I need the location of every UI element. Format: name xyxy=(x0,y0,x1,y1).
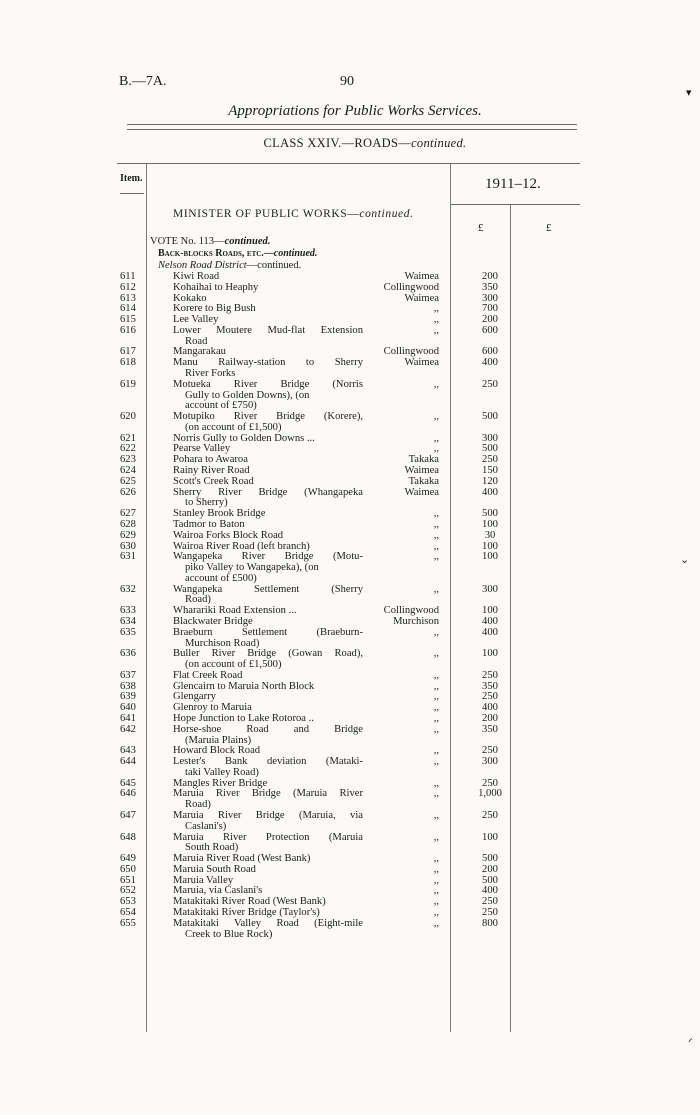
title-rule xyxy=(127,124,577,125)
county-name: ,, xyxy=(433,508,439,520)
description-line: Blackwater Bridge xyxy=(173,615,253,627)
amount-value: 250 xyxy=(482,896,498,908)
county-name: ,, xyxy=(433,885,439,897)
county-name: Waimea xyxy=(404,357,439,369)
page-title: Appropriations for Public Works Services. xyxy=(228,103,482,119)
amount-value: 400 xyxy=(482,626,498,638)
item-number: 621 xyxy=(120,432,136,444)
description-line: Murchison Road) xyxy=(185,637,260,649)
item-number: 651 xyxy=(120,874,136,886)
description-line: Maruia River Bridge (Maruia River xyxy=(173,788,363,800)
county-name: ,, xyxy=(433,583,439,595)
description-line: Lester's Bank deviation (Mataki- xyxy=(173,756,363,768)
item-number: 631 xyxy=(120,551,136,563)
description-line: Braeburn Settlement (Braeburn- xyxy=(173,626,363,638)
item-number: 649 xyxy=(120,853,136,865)
amount-value: 700 xyxy=(482,303,498,315)
back-blocks-heading xyxy=(158,248,317,259)
class-heading xyxy=(0,136,700,151)
item-number: 632 xyxy=(120,583,136,595)
county-name: ,, xyxy=(433,529,439,541)
county-name: ,, xyxy=(433,540,439,552)
description-line: Wairoa River Road (left branch) xyxy=(173,540,310,552)
county-name: ,, xyxy=(433,863,439,875)
district-name: Nelson Road District xyxy=(158,260,247,271)
description-line: account of £750) xyxy=(185,400,257,412)
description-line: Manu Railway-station to Sherry xyxy=(173,357,363,369)
item-number: 628 xyxy=(120,518,136,530)
item-header-rule xyxy=(120,193,144,194)
amount-value: 300 xyxy=(482,583,498,595)
county-name: ,, xyxy=(433,648,439,660)
back-blocks-text: Back-blocks Roads, etc.— xyxy=(158,248,274,259)
description-line: Mangarakau xyxy=(173,346,226,358)
description-line: Buller River Bridge (Gowan Road), xyxy=(173,648,363,660)
county-name: Collingwood xyxy=(383,346,439,358)
county-name: ,, xyxy=(433,314,439,326)
amount-value: 500 xyxy=(482,411,498,423)
amount-value: 100 xyxy=(482,648,498,660)
amount-value: 800 xyxy=(482,917,498,929)
county-name: ,, xyxy=(433,756,439,768)
back-blocks-continued: continued. xyxy=(273,248,318,259)
amount-value: 500 xyxy=(482,853,498,865)
description-line: Road xyxy=(185,335,208,347)
vote-heading xyxy=(150,236,270,247)
description-line: Pohara to Awaroa xyxy=(173,454,248,466)
county-name: ,, xyxy=(433,907,439,919)
item-number: 637 xyxy=(120,669,136,681)
item-number: 642 xyxy=(120,723,136,735)
amount-value: 1,000 xyxy=(478,788,502,800)
amount-value: 100 xyxy=(482,605,498,617)
description-line: Glencairn to Maruia North Block xyxy=(173,680,315,692)
county-name: ,, xyxy=(433,691,439,703)
description-line: Kohaihai to Heaphy xyxy=(173,281,259,293)
description-line: Maruia River Road (West Bank) xyxy=(173,853,311,865)
item-number: 617 xyxy=(120,346,136,358)
description-line: Flat Creek Road xyxy=(173,669,243,681)
description-line: Matakitaki Valley Road (Eight-mile xyxy=(173,917,363,929)
county-name: ,, xyxy=(433,432,439,444)
county-name: ,, xyxy=(433,723,439,735)
amount-value: 300 xyxy=(482,292,498,304)
road-description xyxy=(173,412,363,434)
vote-text: VOTE No. 113— xyxy=(150,236,225,247)
amount-value: 200 xyxy=(482,314,498,326)
description-line: Scott's Creek Road xyxy=(173,475,254,487)
county-name: ,, xyxy=(433,518,439,530)
item-column-rule xyxy=(146,164,147,1032)
county-name: Waimea xyxy=(404,486,439,498)
county-name: ,, xyxy=(433,378,439,390)
description-line: Wangapeka Settlement (Sherry xyxy=(173,583,363,595)
description-line: Matakitaki River Road (West Bank) xyxy=(173,896,326,908)
class-heading-continued: continued. xyxy=(411,136,467,150)
county-name: ,, xyxy=(433,411,439,423)
description-line: Road) xyxy=(185,799,211,811)
description-line: Lower Moutere Mud-flat Extension xyxy=(173,324,363,336)
item-number: 629 xyxy=(120,529,136,541)
amount-value: 400 xyxy=(482,885,498,897)
county-name: ,, xyxy=(433,777,439,789)
description-line: Korere to Big Bush xyxy=(173,303,256,315)
amount-value: 600 xyxy=(482,324,498,336)
amount-value: 500 xyxy=(482,874,498,886)
county-name: ,, xyxy=(433,831,439,843)
description-line: Rainy River Road xyxy=(173,465,250,477)
margin-mark-top: ▾ xyxy=(686,87,692,99)
minister-heading xyxy=(173,208,414,220)
county-name: ,, xyxy=(433,896,439,908)
title-rule-lower xyxy=(127,129,577,130)
amount-value: 250 xyxy=(482,691,498,703)
description-line: Caslani's) xyxy=(185,820,227,832)
item-number: 613 xyxy=(120,292,136,304)
vote-continued: continued. xyxy=(224,236,271,247)
amount-value: 100 xyxy=(482,518,498,530)
road-description xyxy=(173,477,363,488)
road-description xyxy=(173,358,363,380)
item-number: 624 xyxy=(120,465,136,477)
item-number: 614 xyxy=(120,303,136,315)
amount-value: 100 xyxy=(482,831,498,843)
county-name: ,, xyxy=(433,303,439,315)
road-description xyxy=(173,671,363,682)
amount-value: 30 xyxy=(484,529,496,541)
road-description xyxy=(173,919,363,941)
description-line: Matakitaki River Bridge (Taylor's) xyxy=(173,907,320,919)
county-name: ,, xyxy=(433,712,439,724)
county-name: Waimea xyxy=(404,292,439,304)
pound-sign-second-column: £ xyxy=(546,222,552,234)
road-description xyxy=(173,326,363,348)
amount-value: 350 xyxy=(482,723,498,735)
district-continued: —continued. xyxy=(246,260,302,271)
year-header-rule xyxy=(450,204,580,205)
district-heading xyxy=(158,260,301,271)
amount-value: 400 xyxy=(482,615,498,627)
amount-value: 500 xyxy=(482,508,498,520)
item-number: 622 xyxy=(120,443,136,455)
description-line: (on account of £1,500) xyxy=(185,659,282,671)
item-number: 647 xyxy=(120,810,136,821)
description-line: River Forks xyxy=(185,368,236,379)
description-line: Gully to Golden Downs), (on xyxy=(185,389,310,401)
amount-value: 300 xyxy=(482,432,498,444)
item-number: 627 xyxy=(120,508,136,520)
amount-value: 600 xyxy=(482,346,498,358)
second-amount-column-rule xyxy=(510,205,511,1032)
county-name: ,, xyxy=(433,626,439,638)
item-number: 612 xyxy=(120,281,136,293)
table-top-rule xyxy=(117,163,580,164)
description-line: Pearse Valley xyxy=(173,443,231,455)
item-column-header: Item. xyxy=(120,173,143,184)
county-name: Waimea xyxy=(404,465,439,477)
description-line: Kiwi Road xyxy=(173,271,220,282)
description-line: Motupiko River Bridge (Korere), xyxy=(173,411,363,423)
item-number: 643 xyxy=(120,745,136,757)
road-description xyxy=(173,649,363,671)
item-number: 653 xyxy=(120,896,136,908)
county-name: ,, xyxy=(433,324,439,336)
county-name: ,, xyxy=(433,810,439,821)
description-line: Creek to Blue Rock) xyxy=(185,928,273,940)
description-line: Maruia River Protection (Maruia xyxy=(173,831,363,843)
page-number: 90 xyxy=(340,74,354,89)
item-number: 620 xyxy=(120,411,136,423)
item-number: 646 xyxy=(120,788,136,800)
item-number: 623 xyxy=(120,454,136,466)
road-description xyxy=(173,585,363,607)
minister-text: MINISTER OF PUBLIC WORKS— xyxy=(173,208,360,220)
description-line: Road) xyxy=(185,594,211,606)
description-line: Stanley Brook Bridge xyxy=(173,508,266,520)
item-number: 648 xyxy=(120,831,136,843)
county-name: Takaka xyxy=(408,475,439,487)
item-number: 638 xyxy=(120,680,136,692)
amount-value: 200 xyxy=(482,271,498,282)
amount-column-rule xyxy=(450,164,451,1032)
description-line: Lee Valley xyxy=(173,314,219,326)
item-number: 645 xyxy=(120,777,136,789)
description-line: Glengarry xyxy=(173,691,216,703)
item-number: 634 xyxy=(120,615,136,627)
description-line: Motueka River Bridge (Norris xyxy=(173,378,363,390)
item-number: 625 xyxy=(120,475,136,487)
description-line: Glenroy to Maruia xyxy=(173,702,252,714)
county-name: ,, xyxy=(433,745,439,757)
amount-value: 200 xyxy=(482,712,498,724)
description-line: account of £500) xyxy=(185,572,257,584)
description-line: Horse-shoe Road and Bridge xyxy=(173,723,363,735)
amount-value: 120 xyxy=(482,475,498,487)
item-number: 615 xyxy=(120,314,136,326)
description-line: Maruia Valley xyxy=(173,874,234,886)
road-description xyxy=(173,380,363,412)
county-name: ,, xyxy=(433,680,439,692)
amount-value: 250 xyxy=(482,777,498,789)
description-line: South Road) xyxy=(185,842,239,854)
item-number: 618 xyxy=(120,357,136,369)
margin-mark-bottom: ᐟ xyxy=(688,1037,693,1049)
road-description xyxy=(173,283,363,294)
county-name: ,, xyxy=(433,917,439,929)
description-line: taki Valley Road) xyxy=(185,766,259,778)
description-line: Kokako xyxy=(173,292,207,304)
road-description xyxy=(173,628,363,650)
amount-value: 100 xyxy=(482,540,498,552)
amount-value: 250 xyxy=(482,745,498,757)
item-number: 633 xyxy=(120,605,136,617)
description-line: (Maruia Plains) xyxy=(185,734,252,746)
item-number: 655 xyxy=(120,917,136,929)
amount-value: 150 xyxy=(482,465,498,477)
item-number: 619 xyxy=(120,378,136,390)
item-number: 640 xyxy=(120,702,136,714)
description-line: Wharariki Road Extension ... xyxy=(173,605,297,617)
item-number: 626 xyxy=(120,486,136,498)
description-line: Norris Gully to Golden Downs ... xyxy=(173,432,315,444)
item-number: 611 xyxy=(120,271,136,282)
amount-value: 200 xyxy=(482,863,498,875)
road-description xyxy=(173,789,363,811)
item-number: 630 xyxy=(120,540,136,552)
amount-value: 300 xyxy=(482,756,498,768)
description-line: Wangapeka River Bridge (Motu- xyxy=(173,551,363,563)
amount-value: 100 xyxy=(482,551,498,563)
county-name: ,, xyxy=(433,669,439,681)
description-line: Mangles River Bridge xyxy=(173,777,268,789)
amount-value: 350 xyxy=(482,281,498,293)
county-name: ,, xyxy=(433,702,439,714)
county-name: ,, xyxy=(433,788,439,800)
road-description xyxy=(173,757,363,779)
margin-mark-middle: ⌄ xyxy=(680,554,690,566)
item-number: 639 xyxy=(120,691,136,703)
description-line: Sherry River Bridge (Whangapeka xyxy=(173,486,363,498)
county-name: Waimea xyxy=(404,271,439,282)
road-description xyxy=(173,833,363,855)
item-number: 635 xyxy=(120,626,136,638)
county-name: ,, xyxy=(433,551,439,563)
year-column-header: 1911–12. xyxy=(485,176,541,192)
amount-value: 250 xyxy=(482,378,498,390)
description-line: Maruia South Road xyxy=(173,863,256,875)
road-description xyxy=(173,531,363,542)
amount-value: 400 xyxy=(482,486,498,498)
description-line: Hope Junction to Lake Rotoroa .. xyxy=(173,712,314,724)
amount-value: 250 xyxy=(482,669,498,681)
item-number: 654 xyxy=(120,907,136,919)
description-line: Howard Block Road xyxy=(173,745,261,757)
minister-continued: continued. xyxy=(359,208,414,220)
amount-value: 250 xyxy=(482,454,498,466)
road-description xyxy=(173,811,363,833)
amount-value: 400 xyxy=(482,702,498,714)
county-name: ,, xyxy=(433,853,439,865)
item-number: 636 xyxy=(120,648,136,660)
county-name: Collingwood xyxy=(383,605,439,617)
amount-value: 400 xyxy=(482,357,498,369)
county-name: ,, xyxy=(433,874,439,886)
document-reference: B.—7A. xyxy=(119,74,167,89)
description-line: (on account of £1,500) xyxy=(185,421,282,433)
amount-value: 250 xyxy=(482,810,498,821)
item-number: 650 xyxy=(120,863,136,875)
county-name: ,, xyxy=(433,443,439,455)
item-number: 652 xyxy=(120,885,136,897)
amount-value: 500 xyxy=(482,443,498,455)
description-line: to Sherry) xyxy=(185,497,228,509)
class-heading-text: CLASS XXIV.—ROADS— xyxy=(263,136,412,150)
description-line: Wairoa Forks Block Road xyxy=(173,529,284,541)
road-description xyxy=(173,488,363,510)
county-name: Murchison xyxy=(393,615,439,627)
amount-value: 350 xyxy=(482,680,498,692)
item-number: 616 xyxy=(120,324,136,336)
county-name: Collingwood xyxy=(383,281,439,293)
county-name: Takaka xyxy=(408,454,439,466)
description-line: piko Valley to Wangapeka), (on xyxy=(185,562,319,574)
item-number: 641 xyxy=(120,712,136,724)
road-description xyxy=(173,552,363,584)
item-number: 644 xyxy=(120,756,136,768)
road-description xyxy=(173,725,363,747)
amount-value: 250 xyxy=(482,907,498,919)
description-line: Maruia River Bridge (Maruia, via xyxy=(173,810,363,821)
description-line: Tadmor to Baton xyxy=(173,518,245,530)
description-line: Maruia, via Caslani's xyxy=(173,885,263,897)
pound-sign-first-column: £ xyxy=(478,222,484,234)
